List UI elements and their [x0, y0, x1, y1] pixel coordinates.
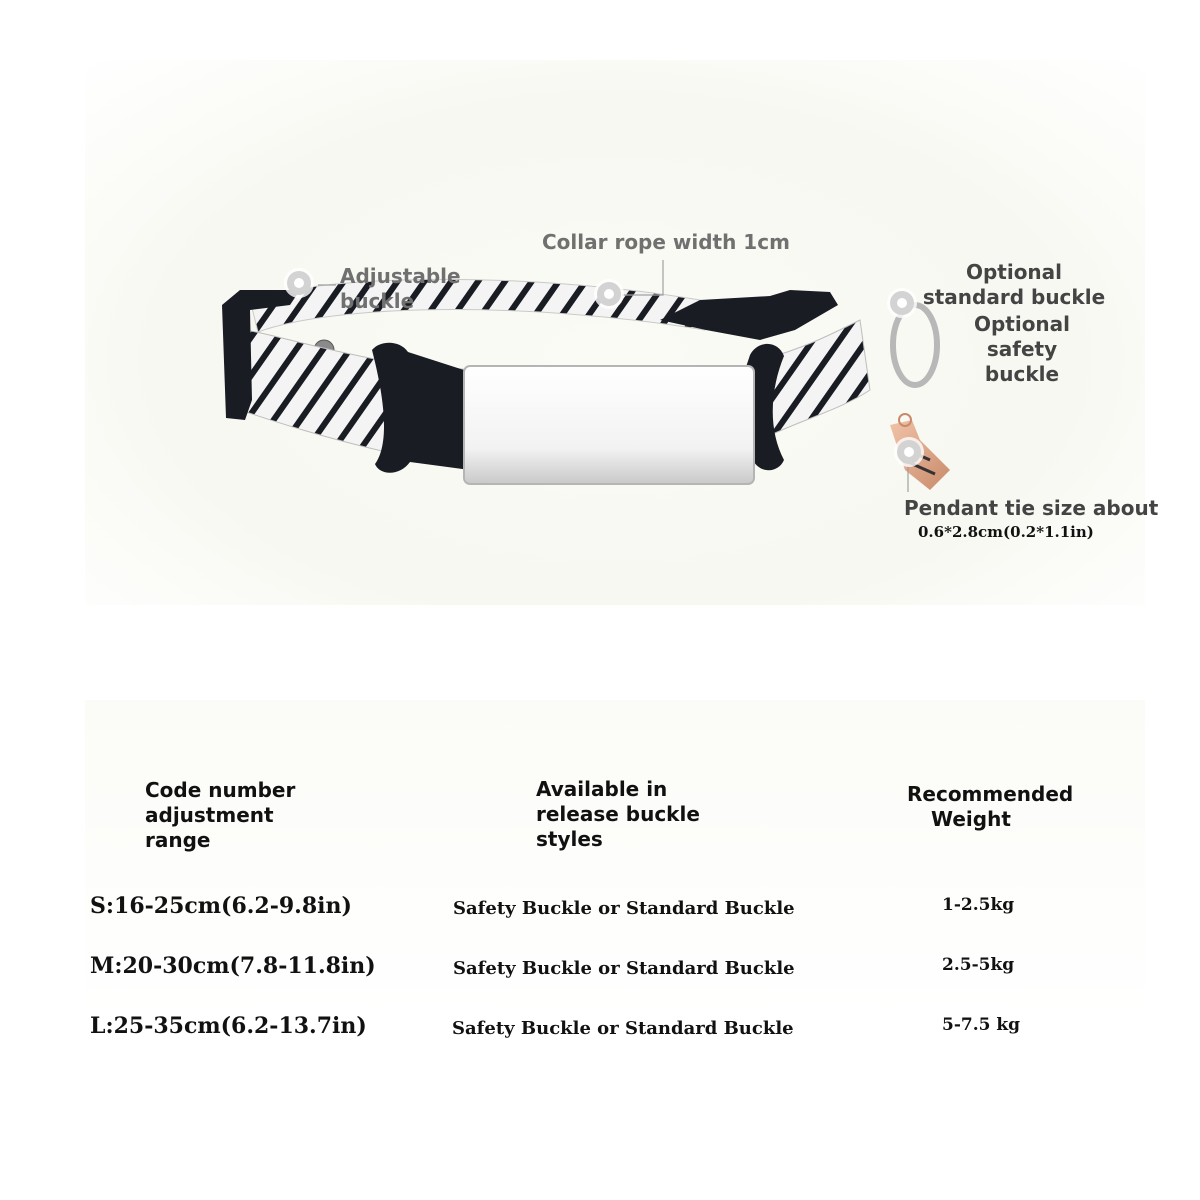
table-row-weight: 1-2.5kg	[942, 895, 1015, 915]
header-weight	[907, 782, 1073, 832]
header-styles-line2: release buckle	[536, 802, 700, 826]
adjustable-buckle-marker	[287, 271, 311, 295]
header-code-line1: Code number	[145, 778, 296, 802]
optional-safety-line2: safety	[986, 337, 1058, 361]
rope-width-marker	[597, 282, 621, 306]
adjustable-buckle-label	[340, 264, 461, 314]
optional-standard-buckle-label	[922, 260, 1106, 310]
header-weight-line1: Recommended	[907, 782, 1074, 806]
rope-width-label	[542, 230, 790, 255]
table-row-weight: 2.5-5kg	[942, 955, 1015, 975]
adjustable-label-line2: buckle	[340, 289, 415, 313]
table-row-size: M:20-30cm(7.8-11.8in)	[90, 953, 376, 979]
pendant-label-line1: Pendant tie size about	[904, 496, 1159, 520]
header-code-range	[145, 778, 295, 853]
rope-width-text: Collar rope width 1cm	[542, 230, 790, 254]
table-row-size: L:25-35cm(6.2-13.7in)	[90, 1013, 367, 1039]
plate-holder-left	[372, 343, 470, 473]
header-buckle-styles	[536, 777, 700, 852]
optional-safety-buckle-label	[922, 312, 1122, 387]
table-row-weight: 5-7.5 kg	[942, 1015, 1021, 1035]
header-weight-line2: Weight	[931, 807, 1011, 831]
header-styles-line3: styles	[536, 827, 603, 851]
pendant-size-label	[904, 496, 1158, 541]
header-styles-line1: Available in	[536, 777, 668, 801]
optional-safety-line1: Optional	[973, 312, 1071, 336]
table-row-style: Safety Buckle or Standard Buckle	[452, 1018, 794, 1039]
id-plate	[464, 366, 754, 484]
adjustable-label-line1: Adjustable	[340, 264, 461, 288]
pendant-marker	[897, 440, 921, 464]
optional-buckle-marker	[890, 291, 914, 315]
header-code-line2: adjustment	[145, 803, 274, 827]
table-row-size: S:16-25cm(6.2-9.8in)	[90, 893, 352, 919]
table-row-style: Safety Buckle or Standard Buckle	[453, 898, 795, 919]
collar-back-band	[250, 279, 705, 332]
table-row-style: Safety Buckle or Standard Buckle	[453, 958, 795, 979]
optional-standard-line2: standard buckle	[922, 285, 1106, 309]
optional-safety-line3: buckle	[984, 362, 1060, 386]
collar-front-band-right	[760, 320, 870, 440]
header-code-line3: range	[145, 828, 211, 852]
optional-standard-line1: Optional	[965, 260, 1063, 284]
pendant-label-line2: 0.6*2.8cm(0.2*1.1in)	[918, 523, 1094, 541]
